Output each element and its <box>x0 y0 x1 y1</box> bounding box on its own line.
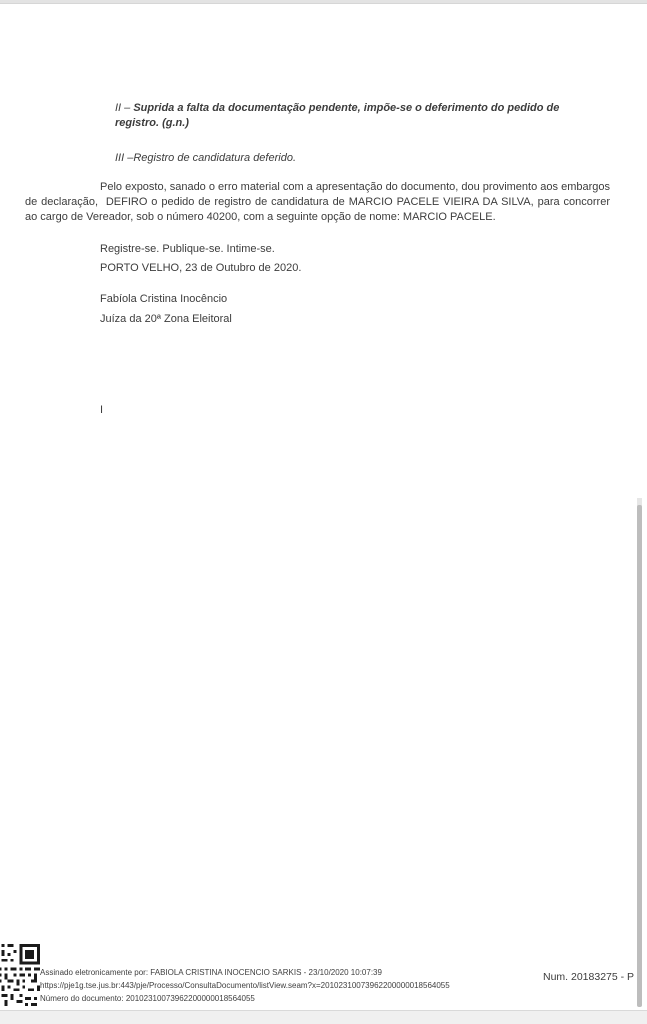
document-number-line: Número do documento: 20102310073962200000018564055 <box>40 994 255 1003</box>
qr-code-icon <box>0 944 40 1006</box>
decision-paragraph: Pelo exposto, sanado o erro material com a apresentação do documento, dou provimento aos embargos de declaração, DEFIRO o pedido de registro de candidatura de MARCIO PACELE VIEIRA DA SILVA, para concorrer ao cargo de Vereador, sob o número 40200, com a seguinte opção de nome: MARCIO PACELE. <box>25 181 614 223</box>
top-border-strip <box>0 0 647 4</box>
bottom-bar <box>0 1010 647 1024</box>
headnote-iii: III –Registro de candidatura deferido. <box>115 152 297 164</box>
scrollbar-thumb[interactable] <box>637 505 642 1007</box>
verification-url: https://pje1g.tse.jus.br:443/pje/Processo/ConsultaDocumento/listView.seam?x=20102310073962200000018564055 <box>40 981 450 990</box>
headnote-ii-text: Suprida a falta da documentação pendente, impõe-se o deferimento do pedido de registro. (g.n.) <box>115 102 560 129</box>
headnote-ii <box>115 101 590 131</box>
num-label: Num. 20183275 - P <box>543 971 635 983</box>
order-line: Registre-se. Publique-se. Intime-se. <box>100 243 275 255</box>
signature-metadata <box>40 966 450 1005</box>
place-date-line: PORTO VELHO, 23 de Outubro de 2020. <box>100 262 302 274</box>
judge-title: Juíza da 20ª Zona Eleitoral <box>100 313 232 325</box>
signed-by-line: Assinado eletronicamente por: FABIOLA CRISTINA INOCENCIO SARKIS - 23/10/2020 10:07:39 <box>40 968 382 977</box>
judge-name: Fabíola Cristina Inocêncio <box>100 293 228 305</box>
headnote-ii-number: II – <box>115 102 134 114</box>
stray-mark: I <box>100 404 104 416</box>
